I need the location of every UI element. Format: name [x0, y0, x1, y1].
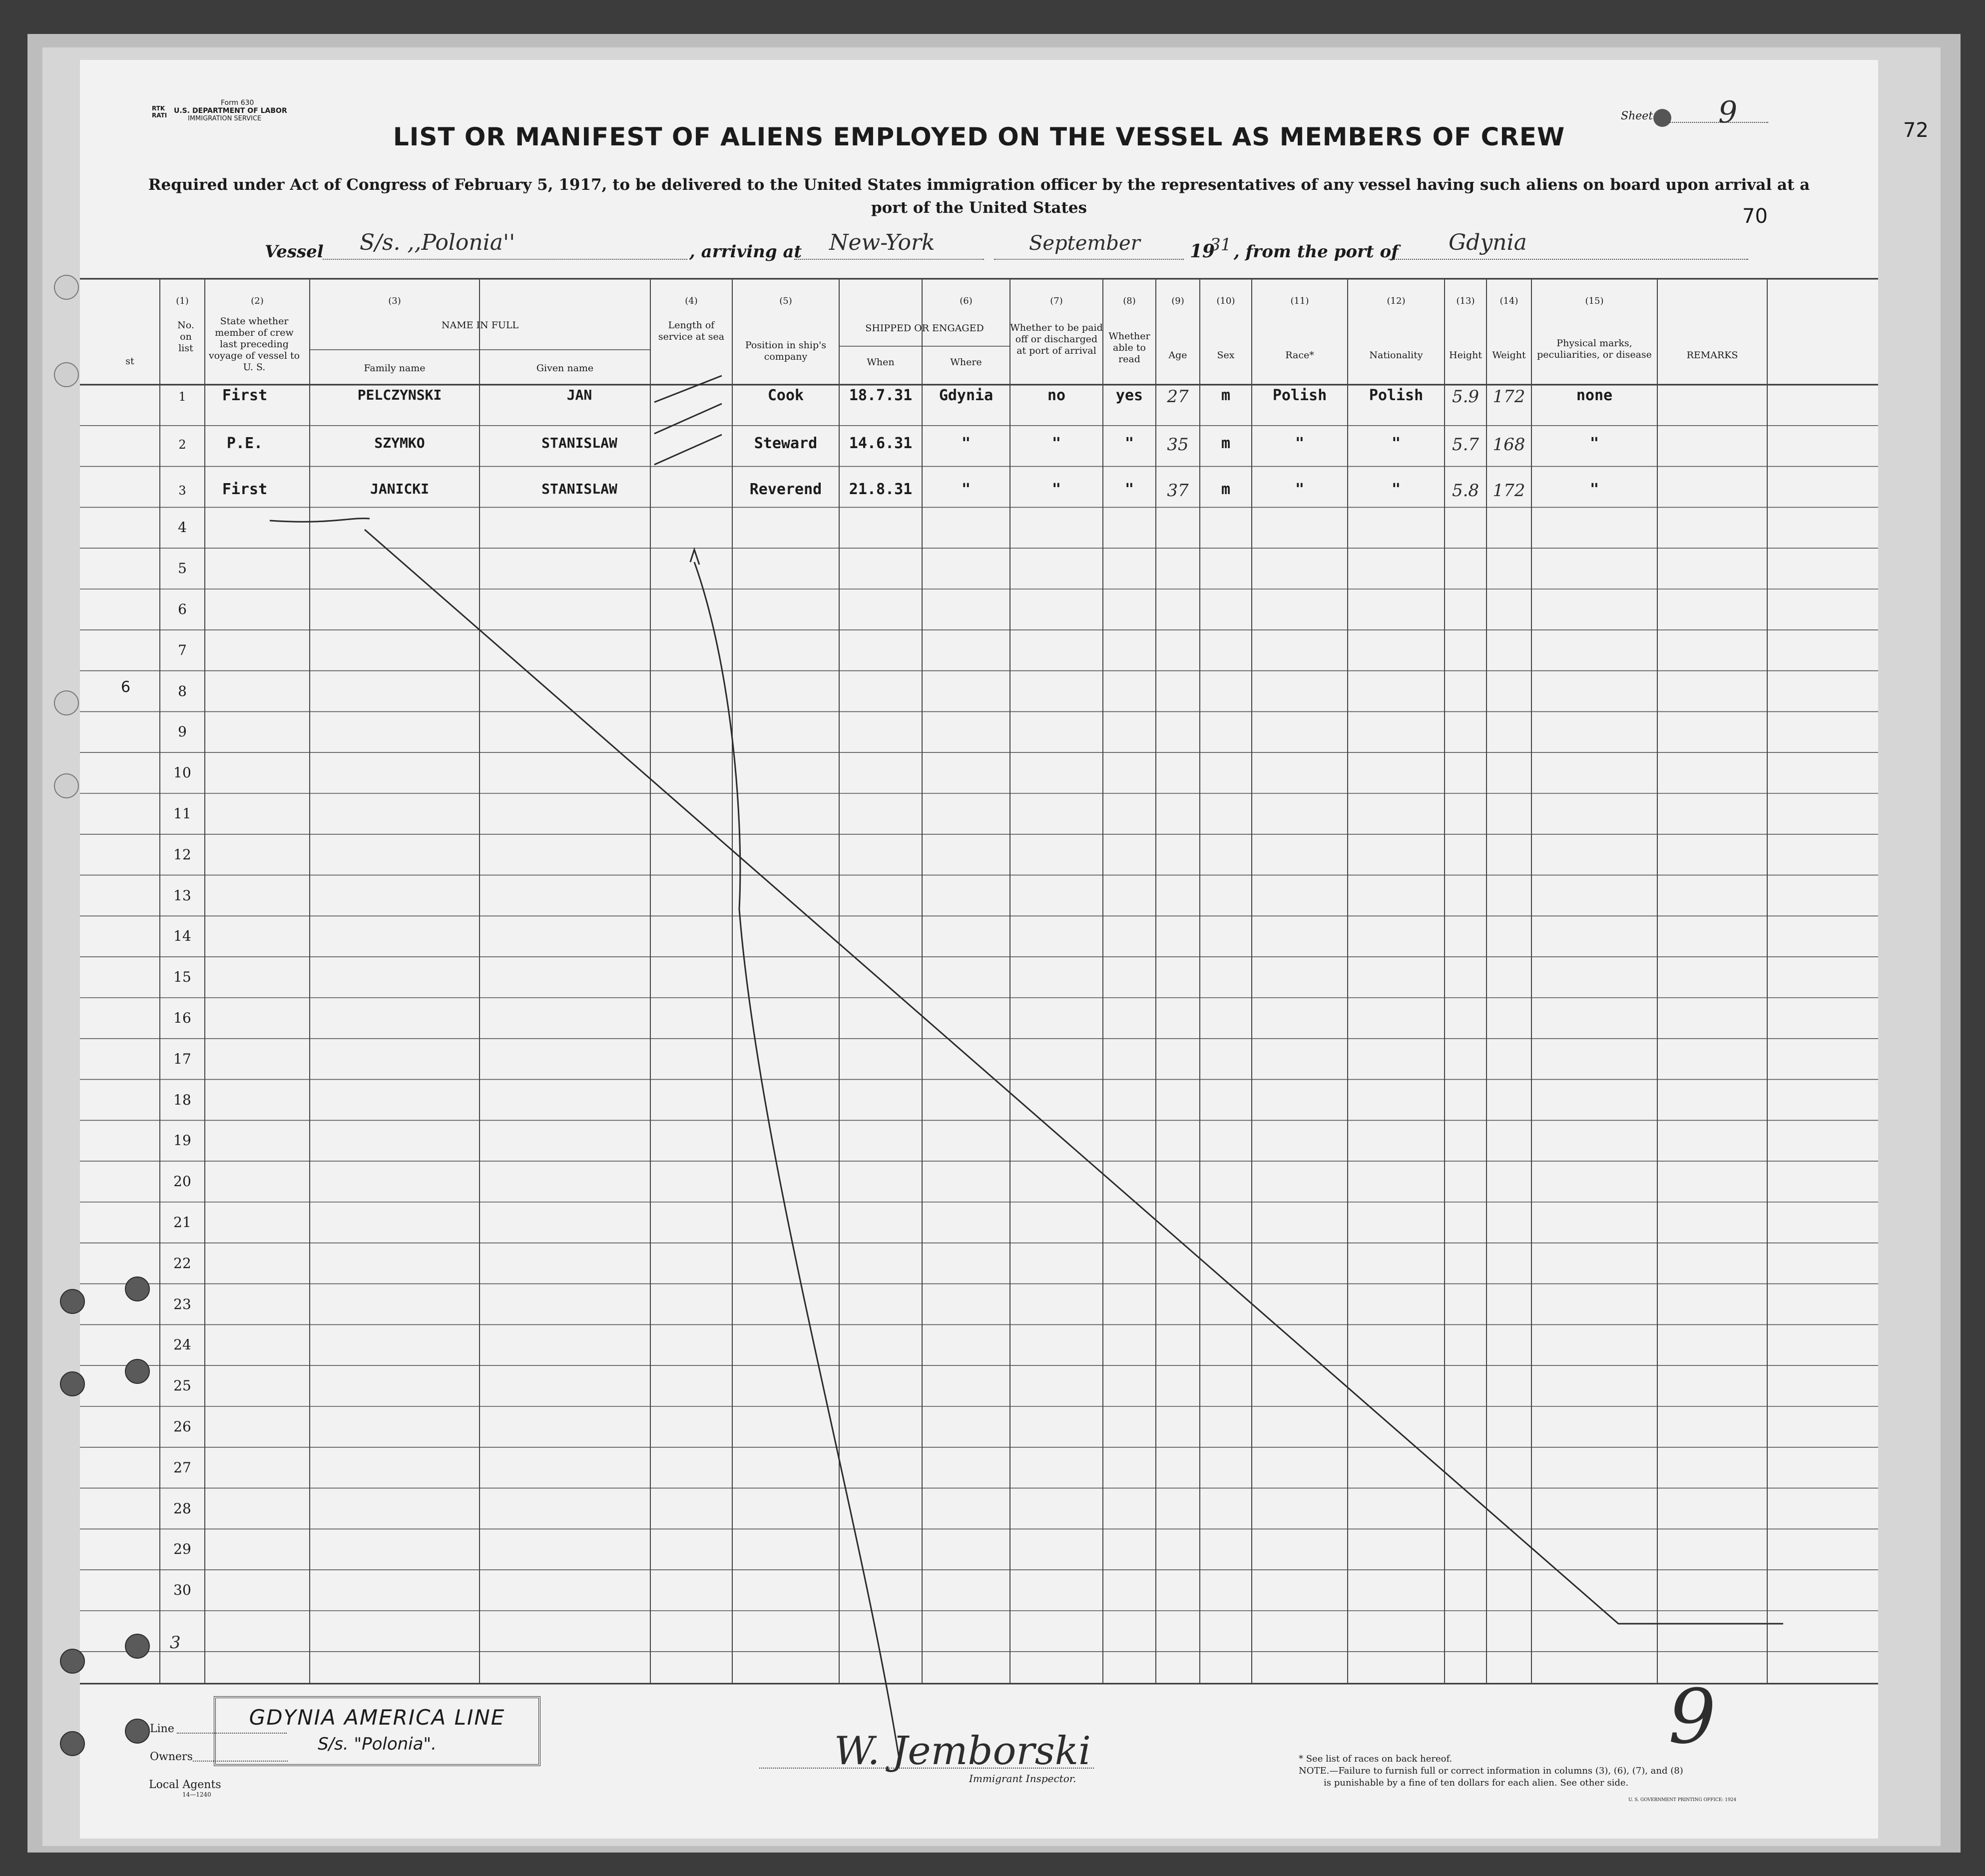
nationality: Polish: [1369, 387, 1424, 404]
column-number: (13): [1456, 296, 1475, 306]
given-name: STANISLAW: [541, 434, 617, 451]
row-number: 27: [173, 1459, 191, 1476]
family-name: SZYMKO: [374, 434, 425, 451]
note-failure: NOTE.—Failure to furnish full or correct information in columns (3), (6), (7), and (8): [1299, 1766, 1683, 1776]
race: Polish: [1272, 387, 1327, 404]
sex: m: [1221, 480, 1231, 498]
manifest-page: [80, 60, 1929, 1839]
column-number: (6): [960, 296, 973, 306]
engaged-when: 14.6.31: [849, 434, 913, 452]
form-subtitle-2: port of the United States: [871, 199, 1087, 217]
row-number: 1: [178, 390, 186, 404]
engaged-when: 21.8.31: [849, 480, 913, 498]
row-number: 8: [178, 682, 187, 699]
row-number: 6: [178, 601, 187, 618]
column-number: (3): [388, 296, 401, 306]
column-number: (14): [1499, 296, 1518, 306]
department: U.S. DEPARTMENT OF LABOR: [174, 107, 287, 115]
note-fine: is punishable by a fine of ten dollars for each alien. See other side.: [1324, 1778, 1629, 1788]
height: 5.8: [1452, 480, 1480, 501]
header-state-crew: State whether member of crew last preceding voyage of vessel to U. S.: [208, 316, 300, 373]
row-31-mark: 3: [170, 1633, 181, 1653]
able-to-read: ": [1124, 480, 1134, 498]
sheet-label: Sheet: [1621, 110, 1653, 122]
weight: 168: [1492, 434, 1525, 455]
column-number: (12): [1387, 296, 1406, 306]
note-races: * See list of races on back hereof.: [1299, 1754, 1453, 1764]
row-number: 16: [173, 1010, 191, 1026]
from-port-label: , from the port of: [1234, 242, 1399, 262]
header-paid-off: Whether to be paid off or discharged at port of arrival: [1010, 322, 1103, 356]
crew-state: First: [222, 387, 268, 404]
service: IMMIGRATION SERVICE: [188, 115, 262, 122]
row-number: 2: [178, 437, 186, 452]
inspector-signature: W. Jemborski: [834, 1729, 1091, 1774]
given-name: JAN: [566, 387, 592, 403]
ship-position: Steward: [754, 434, 818, 452]
footer-form-code: 14—1240: [182, 1791, 211, 1798]
footer-agents-label: Local Agents: [149, 1779, 221, 1791]
crew-state: P.E.: [226, 434, 263, 452]
header-stub: st: [125, 356, 134, 367]
height: 5.7: [1452, 434, 1480, 455]
nationality: ": [1391, 480, 1401, 498]
column-number: (11): [1290, 296, 1309, 306]
row-number: 20: [173, 1173, 191, 1190]
from-port: Gdynia: [1449, 230, 1527, 255]
age: 37: [1167, 480, 1189, 501]
column-number: (8): [1123, 296, 1136, 306]
row-number: 15: [173, 969, 191, 986]
row-number: 5: [178, 560, 187, 577]
row-number: 9: [178, 723, 187, 740]
punch-hole: [125, 1634, 150, 1659]
row-number: 17: [173, 1050, 191, 1067]
header-position: Position in ship's company: [745, 340, 827, 362]
header-where: Where: [950, 357, 982, 368]
physical-marks: ": [1589, 434, 1599, 452]
cancel-strokes: [270, 376, 1783, 1759]
header-age: Age: [1168, 350, 1187, 361]
form-number: Form 630: [221, 99, 254, 107]
signature-line: [759, 1768, 1094, 1769]
row-number: 11: [173, 805, 191, 822]
printing-office: U. S. GOVERNMENT PRINTING OFFICE: 1924: [1628, 1798, 1737, 1803]
column-number: (10): [1216, 296, 1235, 306]
sex: m: [1221, 387, 1231, 404]
vessel-label: Vessel: [265, 242, 324, 262]
family-name: JANICKI: [370, 480, 429, 497]
header-height: Height: [1449, 350, 1482, 361]
age: 27: [1167, 387, 1189, 407]
corner-number-72: 72: [1903, 119, 1929, 142]
agent-stamp-box: [214, 1696, 540, 1766]
family-name: PELCZYNSKI: [357, 387, 442, 403]
punch-hole: [60, 1289, 85, 1314]
header-no-on-list: No. on list: [177, 320, 194, 354]
arriving-port: New-York: [829, 230, 935, 255]
engaged-when: 18.7.31: [849, 387, 913, 404]
big-sheet-number: 9: [1668, 1674, 1716, 1761]
column-number: (4): [685, 296, 698, 306]
engaged-where: ": [961, 434, 971, 452]
row-number: 24: [173, 1336, 191, 1353]
punch-hole: [125, 1719, 150, 1744]
corner-stamp: RTK RATI: [152, 105, 167, 119]
row-number: 3: [178, 483, 186, 498]
race: ": [1295, 480, 1305, 498]
margin-mark-6: 6: [121, 678, 131, 696]
row-number: 14: [173, 928, 191, 945]
row-number: 25: [173, 1377, 191, 1394]
engaged-where: ": [961, 480, 971, 498]
row-number: 23: [173, 1295, 191, 1312]
physical-marks: none: [1576, 387, 1613, 404]
header-nationality: Nationality: [1369, 350, 1423, 361]
header-able-read: Whether able to read: [1108, 331, 1150, 365]
form-subtitle-1: Required under Act of Congress of February 5, 1917, to be delivered to the United States immigration officer by the representatives of any vessel having such aliens on board upon arrival at a: [148, 176, 1810, 194]
row-number: 21: [173, 1214, 191, 1231]
column-number: (7): [1050, 296, 1063, 306]
header-given-name: Given name: [536, 363, 594, 374]
row-number: 7: [178, 641, 187, 658]
row-number: 13: [173, 887, 191, 904]
ship-position: Reverend: [749, 480, 822, 498]
height: 5.9: [1452, 387, 1480, 407]
punch-hole: [60, 1649, 85, 1674]
row-number: 29: [173, 1541, 191, 1558]
stamp-line-2: S/s. "Polonia".: [318, 1734, 437, 1754]
punch-hole: [125, 1359, 150, 1384]
engaged-where: Gdynia: [939, 387, 993, 404]
column-number: (1): [176, 296, 189, 306]
race: ": [1295, 434, 1305, 452]
arriving-label: , arriving at: [689, 242, 802, 262]
row-number: 28: [173, 1500, 191, 1517]
punch-hole: [54, 362, 79, 387]
header-sex: Sex: [1217, 350, 1235, 361]
nationality: ": [1391, 434, 1401, 452]
row-number: 19: [173, 1132, 191, 1149]
able-to-read: ": [1124, 434, 1134, 452]
given-name: STANISLAW: [541, 480, 617, 497]
row-number: 30: [173, 1582, 191, 1599]
weight: 172: [1492, 480, 1525, 501]
paid-off: ": [1051, 480, 1061, 498]
footer-line-label: Line: [150, 1723, 174, 1735]
form-title: LIST OR MANIFEST OF ALIENS EMPLOYED ON THE VESSEL AS MEMBERS OF CREW: [393, 122, 1565, 151]
header-race: Race*: [1285, 350, 1314, 361]
punch-hole: [54, 275, 79, 300]
footer-owners-label: Owners: [150, 1751, 193, 1763]
sex: m: [1221, 434, 1231, 452]
punch-hole: [60, 1731, 85, 1756]
year-suffix: 31: [1210, 235, 1232, 255]
paid-off: ": [1051, 434, 1061, 452]
physical-marks: ": [1589, 480, 1599, 498]
row-number: 26: [173, 1418, 191, 1435]
punch-hole: [54, 773, 79, 798]
punch-hole: [54, 690, 79, 715]
corner-number-70: 70: [1742, 205, 1768, 228]
able-to-read: yes: [1115, 387, 1143, 404]
vessel-name: S/s. ,,Polonia'': [360, 230, 515, 255]
ship-position: Cook: [767, 387, 804, 404]
row-number: 12: [173, 846, 191, 863]
row-number: 10: [173, 764, 191, 781]
year-prefix: 19: [1190, 241, 1215, 262]
punch-hole: [60, 1371, 85, 1396]
row-number: 18: [173, 1091, 191, 1108]
stamp-line-1: GDYNIA AMERICA LINE: [249, 1705, 505, 1730]
header-length-service: Length of service at sea: [658, 320, 725, 342]
row-number: 22: [173, 1254, 191, 1271]
header-weight: Weight: [1492, 350, 1526, 361]
paid-off: no: [1047, 387, 1066, 404]
crew-state: First: [222, 480, 268, 498]
inspector-label: Immigrant Inspector.: [969, 1773, 1076, 1785]
header-family-name: Family name: [364, 363, 426, 374]
column-number: (15): [1585, 296, 1604, 306]
column-number: (9): [1171, 296, 1184, 306]
punch-hole: [125, 1276, 150, 1301]
weight: 172: [1492, 387, 1525, 407]
column-number: (5): [779, 296, 792, 306]
column-number: (2): [251, 296, 264, 306]
header-name-in-full: NAME IN FULL: [441, 320, 519, 331]
age: 35: [1167, 434, 1189, 455]
arrival-month: September: [1029, 232, 1140, 255]
row-number: 4: [178, 519, 187, 536]
header-when: When: [867, 357, 895, 368]
sheet-number: 9: [1718, 95, 1738, 130]
header-shipped: SHIPPED OR ENGAGED: [865, 323, 984, 334]
header-physical: Physical marks, peculiarities, or disease: [1537, 338, 1652, 360]
header-remarks: REMARKS: [1686, 350, 1738, 361]
